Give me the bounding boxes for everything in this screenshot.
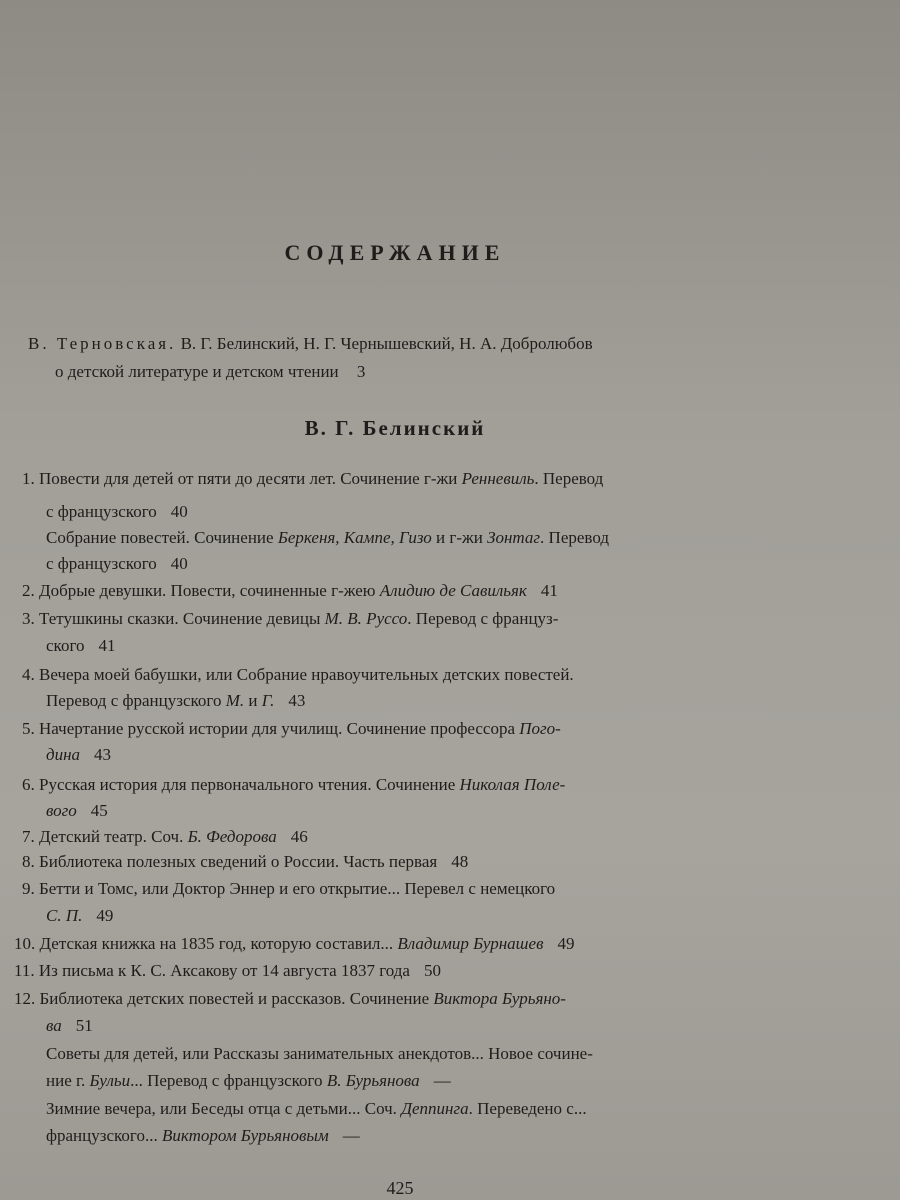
entry-number: 3. <box>22 609 35 628</box>
entry-number: 1. <box>22 469 35 488</box>
entry-text: ние г. <box>46 1071 90 1090</box>
entry-author: В. Бурьянова <box>326 1071 420 1090</box>
toc-entry-5-line1 <box>22 718 561 740</box>
intro-entry <box>28 330 808 386</box>
entry-number: 6. <box>22 775 35 794</box>
entry-page: 50 <box>423 961 441 980</box>
entry-text: Собрание повестей. Сочинение <box>46 528 278 547</box>
toc-entry-8 <box>22 851 468 873</box>
entry-author: Пого- <box>519 719 561 738</box>
entry-author: дина <box>46 745 81 764</box>
entry-author: Николая Поле- <box>459 775 566 794</box>
entry-author: Виктора Бурьяно- <box>433 989 566 1008</box>
entry-page: 41 <box>98 636 116 655</box>
entry-number: 11. <box>14 961 35 980</box>
entry-text: и г-жи <box>431 528 488 547</box>
entry-text: Советы для детей, или Рассказы занимательных анекдотов... Новое сочине- <box>46 1044 593 1063</box>
entry-page: — <box>433 1071 451 1090</box>
toc-entry-1b-line1 <box>46 527 609 549</box>
entry-text: Повести для детей от пяти до десяти лет. Сочинение г-жи <box>39 469 462 488</box>
entry-text: Библиотека полезных сведений о России. Часть первая <box>39 852 438 871</box>
entry-text: и <box>244 691 262 710</box>
entry-text: Тетушкины сказки. Сочинение девицы <box>39 609 325 628</box>
toc-entry-12c-line2 <box>46 1125 360 1147</box>
entry-text: . Перевод <box>534 469 604 488</box>
entry-number: 12. <box>14 989 36 1008</box>
toc-entry-11 <box>14 960 441 982</box>
entry-author: вого <box>46 801 77 820</box>
entry-author: Б. Федорова <box>187 827 277 846</box>
entry-text: Добрые девушки. Повести, сочиненные г-жею <box>39 581 380 600</box>
entry-text: Библиотека детских повестей и рассказов. Сочинение <box>39 989 434 1008</box>
entry-text: Из письма к К. С. Аксакову от 14 августа 1837 года <box>38 961 410 980</box>
toc-entry-3-line1 <box>22 608 558 630</box>
toc-entry-4-line2 <box>46 690 305 712</box>
entry-author: Ренневиль <box>461 469 535 488</box>
entry-text: Детская книжка на 1835 год, которую составил... <box>39 934 398 953</box>
entry-page: 43 <box>288 691 306 710</box>
toc-entry-12-line2 <box>46 1015 93 1037</box>
entry-text: Бетти и Томс, или Доктор Эннер и его открытие... Перевел с немецкого <box>39 879 556 898</box>
toc-entry-12b-line1 <box>46 1043 593 1065</box>
entry-page: 49 <box>96 906 114 925</box>
entry-author: Алидию де Савильяк <box>379 581 527 600</box>
toc-entry-9-line1 <box>22 878 555 900</box>
entry-page: 43 <box>94 745 112 764</box>
toc-entry-1-line1 <box>22 468 603 490</box>
toc-entry-2 <box>22 580 558 602</box>
toc-entry-9-line2 <box>46 905 113 927</box>
entry-author: Зонтаг <box>487 528 541 547</box>
entry-text: Перевод с французского <box>46 691 226 710</box>
entry-text: Детский театр. Соч. <box>39 827 188 846</box>
section-title: В. Г. Белинский <box>304 416 486 440</box>
toc-entry-12b-line2 <box>46 1070 451 1092</box>
toc-entry-1b-line2 <box>46 553 188 575</box>
intro-author: В. Терновская. <box>28 334 177 353</box>
page-number: 425 <box>386 1178 414 1198</box>
toc-entry-10 <box>14 933 574 955</box>
toc-entry-7 <box>22 826 308 848</box>
entry-number: 7. <box>22 827 35 846</box>
entry-page: 46 <box>290 827 308 846</box>
entry-page: 41 <box>540 581 558 600</box>
entry-page: 45 <box>90 801 108 820</box>
entry-number: 10. <box>14 934 36 953</box>
entry-author: Владимир Бурнашев <box>397 934 544 953</box>
entry-number: 2. <box>22 581 35 600</box>
entry-author: Беркеня, Кампе, Гизо <box>277 528 432 547</box>
toc-entry-1-line2 <box>46 501 188 523</box>
entry-author: Деппинга <box>401 1099 469 1118</box>
entry-author: М. В. Руссо <box>324 609 408 628</box>
entry-author: Виктором Бурьяновым <box>161 1126 329 1145</box>
entry-page: 40 <box>170 502 188 521</box>
entry-text: с французского <box>46 554 157 573</box>
entry-author: С. П. <box>46 906 83 925</box>
toc-entry-6-line1 <box>22 774 565 796</box>
entry-author: ва <box>46 1016 62 1035</box>
intro-text-line1: В. Г. Белинский, Н. Г. Чернышевский, Н. А. Добролюбов <box>180 334 593 353</box>
entry-text: . Перевод с француз- <box>407 609 559 628</box>
entry-text: . Переведено с... <box>468 1099 587 1118</box>
toc-entry-5-line2 <box>46 744 111 766</box>
entry-author: Бульи <box>89 1071 131 1090</box>
entry-number: 9. <box>22 879 35 898</box>
page-title: СОДЕРЖАНИЕ <box>284 240 506 265</box>
toc-entry-6-line2 <box>46 800 108 822</box>
entry-page: — <box>342 1126 360 1145</box>
entry-page: 51 <box>75 1016 93 1035</box>
entry-number: 4. <box>22 665 35 684</box>
entry-author: М. <box>225 691 245 710</box>
intro-page: 3 <box>356 362 366 381</box>
entry-text: Начертание русской истории для училищ. Сочинение профессора <box>39 719 520 738</box>
entry-text: ... Перевод с французского <box>130 1071 327 1090</box>
entry-author: Г. <box>261 691 275 710</box>
entry-text: ского <box>46 636 85 655</box>
toc-entry-12c-line1 <box>46 1098 587 1120</box>
entry-text: французского... <box>46 1126 162 1145</box>
entry-page: 48 <box>451 852 469 871</box>
entry-text: с французского <box>46 502 157 521</box>
entry-text: Вечера моей бабушки, или Собрание нравоучительных детских повестей. <box>39 665 574 684</box>
entry-text: Зимние вечера, или Беседы отца с детьми... Соч. <box>46 1099 402 1118</box>
entry-text: Русская история для первоначального чтения. Сочинение <box>39 775 460 794</box>
entry-page: 49 <box>557 934 575 953</box>
toc-entry-3-line2 <box>46 635 116 657</box>
entry-text: . Перевод <box>540 528 609 547</box>
intro-text-line2: о детской литературе и детском чтении <box>55 362 339 381</box>
entry-number: 5. <box>22 719 35 738</box>
toc-entry-12-line1 <box>14 988 566 1010</box>
entry-number: 8. <box>22 852 35 871</box>
entry-page: 40 <box>170 554 188 573</box>
toc-entry-4-line1 <box>22 664 574 686</box>
